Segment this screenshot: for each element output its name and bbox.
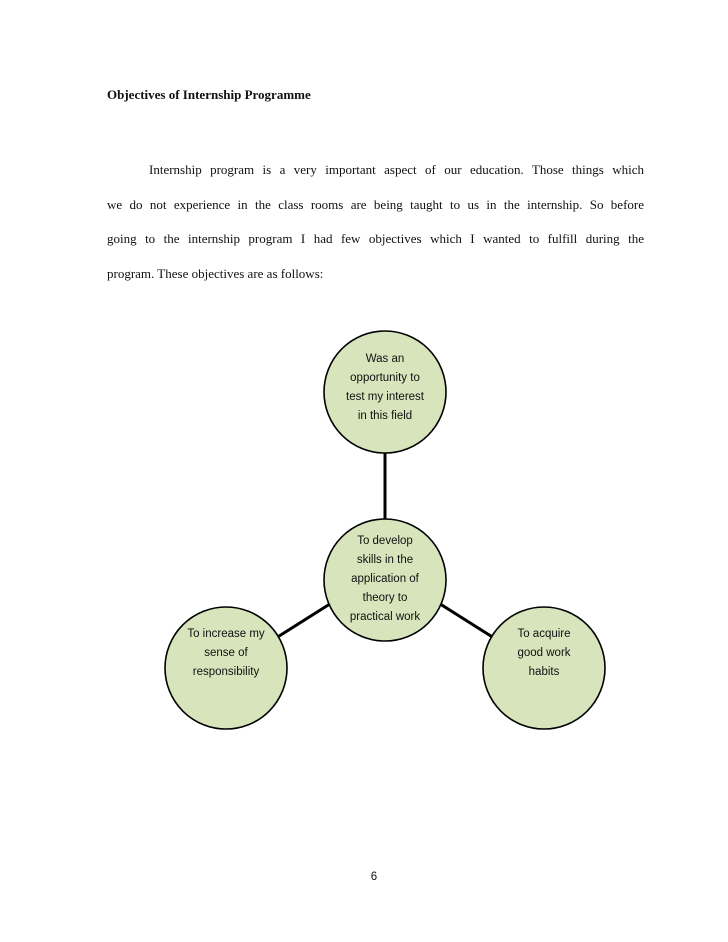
- top-bubble-line: in this field: [357, 410, 413, 422]
- page-number: 6: [370, 871, 378, 883]
- right-bubble-line: good work: [517, 647, 571, 659]
- left-bubble-line: sense of: [204, 647, 248, 659]
- center-bubble-line: application of: [351, 573, 419, 585]
- center-bubble-line: skills in the: [356, 554, 414, 566]
- center-bubble-line: To develop: [357, 535, 413, 547]
- center-bubble-line: practical work: [349, 611, 421, 623]
- left-bubble-line: To increase my: [187, 628, 265, 640]
- center-bubble-text: [325, 532, 445, 627]
- paragraph-line: program. These objectives are as follows:: [107, 265, 324, 281]
- paragraph-line: Internship program is a very important aspect of our education. Those things which: [149, 162, 644, 177]
- top-bubble-line: test my interest: [346, 391, 424, 403]
- paragraph-line: we do not experience in the class rooms are being taught to us in the internship. So before: [107, 196, 644, 212]
- top-bubble-line: Was an: [365, 353, 405, 365]
- left-bubble-text: [166, 625, 286, 682]
- left-bubble-line: responsibility: [192, 666, 260, 678]
- center-bubble-line: theory to: [362, 592, 408, 604]
- paragraph-line: going to the internship program I had few objectives which I wanted to fulfill during the: [107, 231, 644, 246]
- right-bubble-line: habits: [528, 666, 560, 678]
- top-bubble-line: opportunity to: [350, 372, 420, 384]
- right-bubble-line: To acquire: [517, 628, 571, 640]
- section-heading: Objectives of Internship Programme: [107, 87, 311, 102]
- top-bubble-text: [325, 350, 445, 426]
- right-bubble-text: [484, 625, 604, 682]
